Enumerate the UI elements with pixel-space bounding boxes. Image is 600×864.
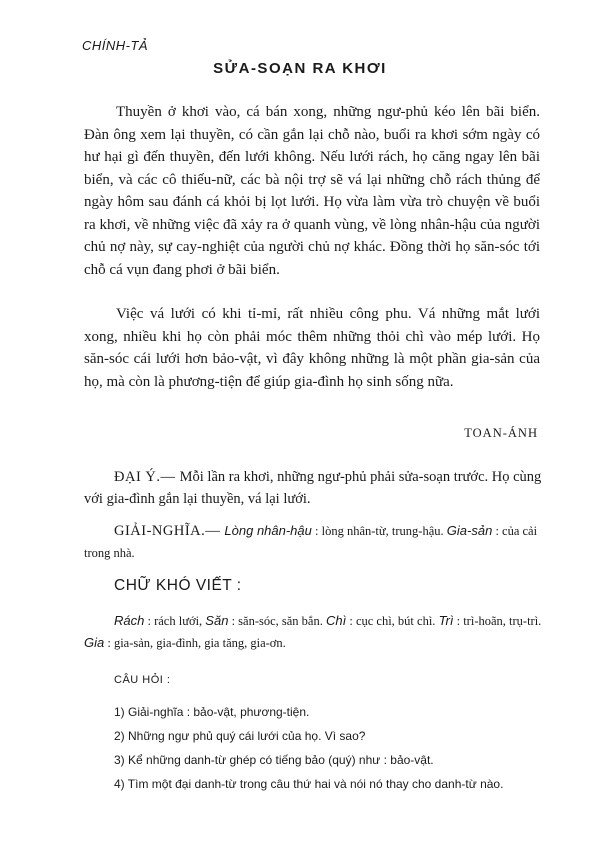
- question-item: 1) Giải-nghĩa : bảo-vật, phương-tiện.: [114, 705, 310, 719]
- paragraph-text: Thuyền ở khơi vào, cá bán xong, những ngư-phủ kéo lên bãi biển. Đàn ông xem lại thuyền, có cần gắn lại chỗ nào, buổi ra khơi sớm ngày có hư hại gì đến thuyền, đến lưới không. Nếu lưới rách, họ căng ngay lên bãi biển, và các cô thiếu-nữ, các bà nội trợ sẽ vá lại những chỗ rách thủng để ngày hôm sau đánh cá khỏi bị lọt lưới. Họ vừa làm vừa trò chuyện về buổi ra khơi, về những việc đã xảy ra ở quanh vùng, về lòng nhân-hậu của người chủ nợ này, sự cay-nghiệt của người chủ nợ khác. Đồng thời họ săn-sóc tới chỗ cá vụn đang phơi ở bãi biển.: [84, 104, 540, 278]
- difficult-words-heading: CHỮ KHÓ VIẾT :: [114, 577, 242, 594]
- difficult-words-list: [84, 610, 544, 654]
- section-label: CHÍNH-TẢ: [82, 38, 149, 53]
- word-examples: : trì-hoãn, trụ-trì.: [453, 614, 542, 628]
- question-item: 3) Kể những danh-từ ghép có tiếng bảo (quý) như : bảo-vật.: [114, 753, 434, 767]
- word-examples: : gia-sản, gia-đình, gia tăng, gia-ơn.: [104, 636, 286, 650]
- questions-list: [114, 704, 544, 800]
- question-item: 4) Tìm một đại danh-từ trong câu thứ hai và nói nó thay cho danh-từ nào.: [114, 777, 504, 791]
- word-examples: : rách lưới,: [144, 614, 206, 628]
- word: Rách: [114, 613, 145, 628]
- word: Chì: [325, 613, 347, 628]
- term: Gia-sản: [446, 523, 493, 538]
- word-examples: : săn-sóc, săn bắn.: [228, 614, 326, 628]
- term: Lòng nhân-hậu: [224, 523, 312, 538]
- word: Gia: [84, 635, 105, 650]
- main-idea-section: [84, 466, 544, 510]
- lesson-title: SỬA-SOẠN RA KHƠI: [213, 60, 387, 77]
- author-name: TOAN-ÁNH: [464, 426, 538, 440]
- definition: : của cải trong nhà.: [84, 524, 538, 560]
- word: Trì: [438, 613, 454, 628]
- word: Săn: [205, 613, 229, 628]
- main-idea-text: Mỗi lần ra khơi, những ngư-phủ phải sửa-soạn trước. Họ cùng với gia-đình gắn lại thuyền, vá lại lưới.: [84, 469, 542, 507]
- paragraph-text: Việc vá lưới có khi tỉ-mỉ, rất nhiều công phu. Vá những mắt lưới xong, nhiều khi họ còn phải móc thêm những thỏi chì vào mép lưới. Họ săn-sóc cái lưới hơn bảo-vật, vì đây không những là một phần gia-sản của họ, mà còn là phương-tiện để giúp gia-đình họ sinh sống nữa.: [84, 306, 540, 390]
- definition: : lòng nhân-từ, trung-hậu.: [311, 524, 447, 538]
- word-examples: : cục chì, bút chì.: [346, 614, 439, 628]
- vocabulary-label: GIẢI-NGHĨA.—: [114, 523, 225, 539]
- main-idea-label: ĐẠI Ý.—: [114, 469, 180, 485]
- vocabulary-section: [84, 520, 544, 564]
- passage-paragraph-2: [84, 303, 540, 393]
- passage-paragraph-1: [84, 101, 540, 281]
- questions-heading: CÂU HỎI :: [114, 674, 171, 686]
- question-item: 2) Những ngư phủ quý cái lưới của họ. Vì sao?: [114, 729, 366, 743]
